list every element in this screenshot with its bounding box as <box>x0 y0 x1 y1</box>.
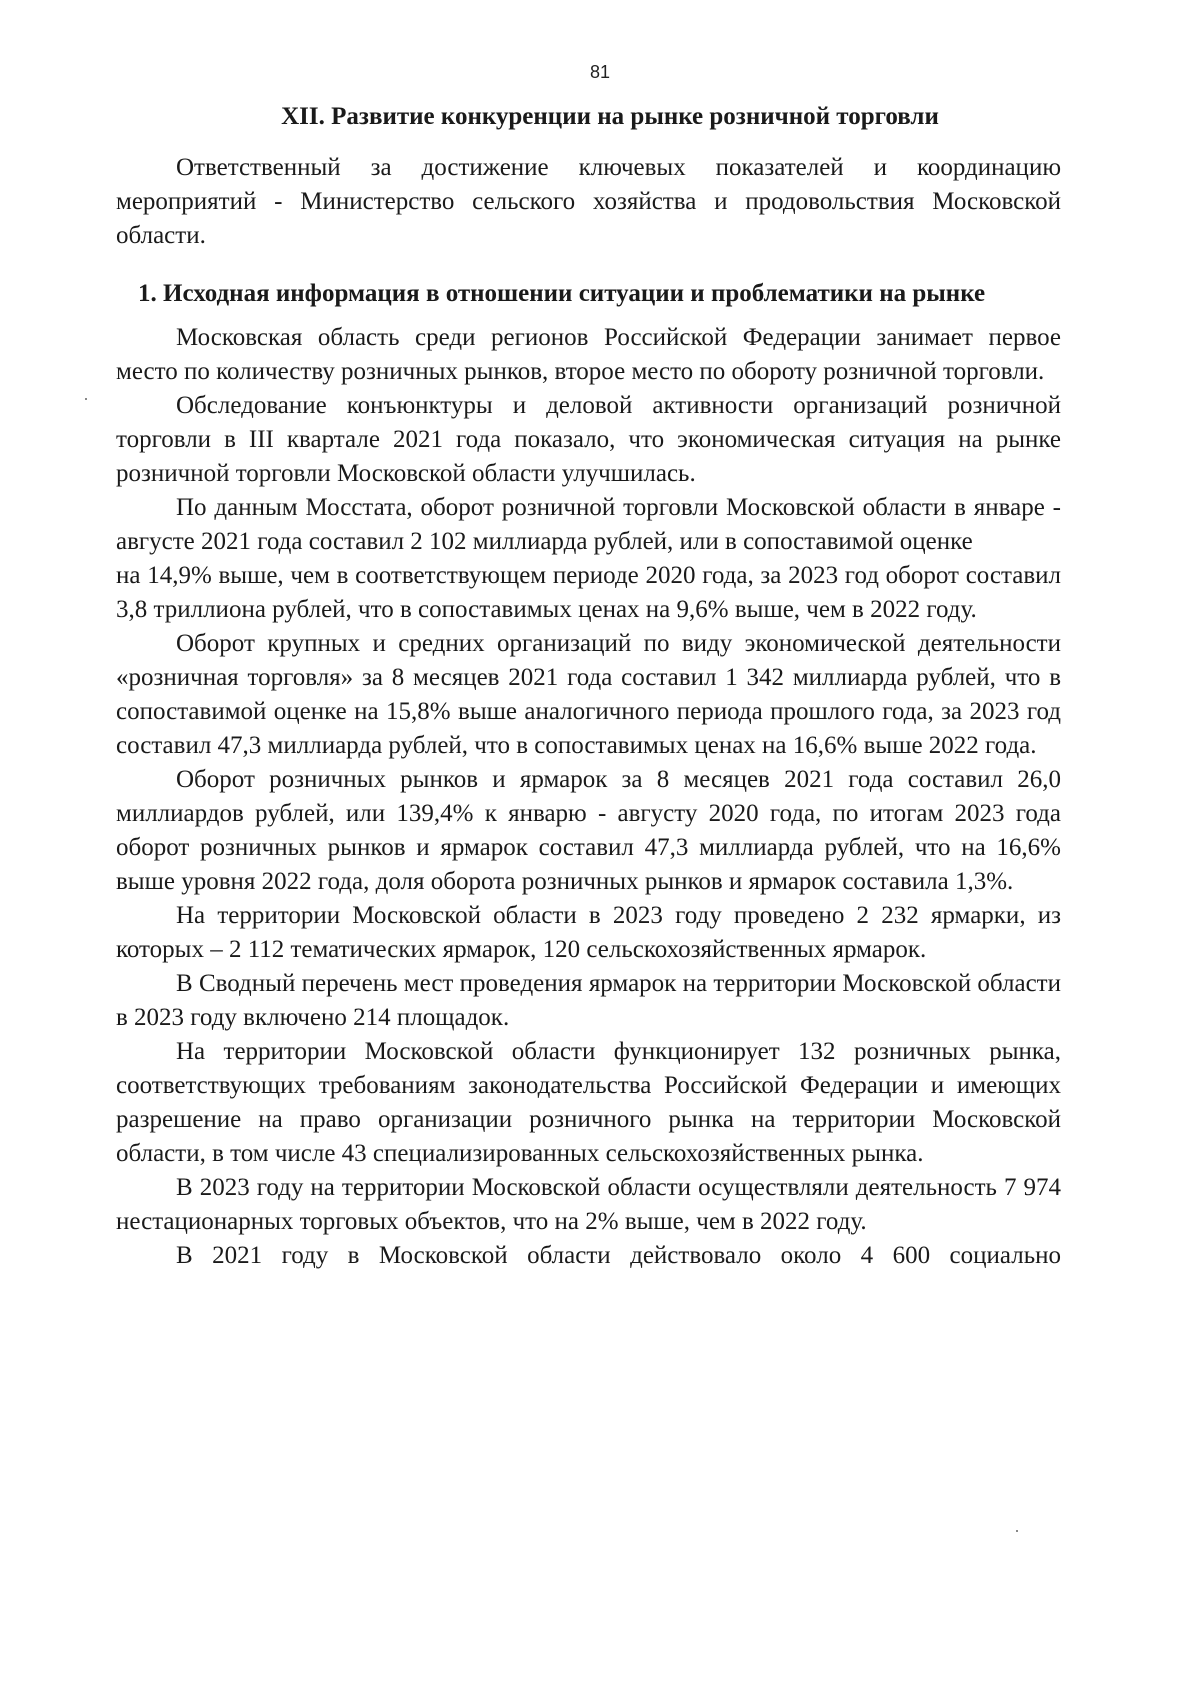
paragraph-10: В 2021 году в Московской области действовало около 4 600 социально <box>176 1242 1061 1269</box>
paragraph-3a: По данным Мосстата, оборот розничной торговли Московской области в январе - августе 2021 года составил 2 102 миллиарда рублей, или в сопоставимой оценке <box>116 494 1061 555</box>
paragraph-5: Оборот розничных рынков и ярмарок за 8 месяцев 2021 года составил 26,0 миллиардов рублей, или 139,4% к январю - августу 2020 года, по итогам 2023 года оборот розничных рынков и ярмарок составил 47,3 миллиарда рублей, что на 16,6% выше уровня 2022 года, доля оборота розничных рынков и ярмарок составила 1,3%. <box>116 766 1061 895</box>
scan-speck <box>1016 1530 1018 1532</box>
paragraph-1: Московская область среди регионов Российской Федерации занимает первое место по количеству розничных рынков, второе место по обороту розничной торговли. <box>116 324 1061 385</box>
subsection-title: 1. Исходная информация в отношении ситуации и проблематики на рынке <box>138 280 986 307</box>
paragraph-7: В Сводный перечень мест проведения ярмарок на территории Московской области в 2023 году включено 214 площадок. <box>116 970 1061 1031</box>
scan-speck <box>85 398 87 400</box>
paragraph-3b: на 14,9% выше, чем в соответствующем периоде 2020 года, за 2023 год оборот составил 3,8 триллиона рублей, что в сопоставимых ценах на 9,6% выше, чем в 2022 году. <box>116 562 1061 623</box>
paragraph-4: Оборот крупных и средних организаций по виду экономической деятельности «розничная торговля» за 8 месяцев 2021 года составил 1 342 миллиарда рублей, что в сопоставимой оценке на 15,8% выше аналогичного периода прошлого года, за 2023 год составил 47,3 миллиарда рублей, что в сопоставимых ценах на 16,6% выше 2022 года. <box>116 630 1061 759</box>
responsible-paragraph: Ответственный за достижение ключевых показателей и координацию мероприятий - Министерство сельского хозяйства и продовольствия Московской области. <box>116 154 1061 249</box>
section-title: XII. Развитие конкуренции на рынке розничной торговли <box>281 103 939 130</box>
paragraph-6: На территории Московской области в 2023 году проведено 2 232 ярмарки, из которых – 2 112 тематических ярмарок, 120 сельскохозяйственных ярмарок. <box>116 902 1061 963</box>
paragraph-8: На территории Московской области функционирует 132 розничных рынка, соответствующих требованиям законодательства Российской Федерации и имеющих разрешение на право организации розничного рынка на территории Московской области, в том числе 43 специализированных сельскохозяйственных рынка. <box>116 1038 1061 1167</box>
page-number: 81 <box>589 62 611 82</box>
paragraph-2: Обследование конъюнктуры и деловой активности организаций розничной торговли в III квартале 2021 года показало, что экономическая ситуация на рынке розничной торговли Московской области улучшилась. <box>116 392 1061 487</box>
document-body <box>116 151 1061 1273</box>
paragraph-9: В 2023 году на территории Московской области осуществляли деятельность 7 974 нестационарных торговых объектов, что на 2% выше, чем в 2022 году. <box>116 1174 1061 1235</box>
